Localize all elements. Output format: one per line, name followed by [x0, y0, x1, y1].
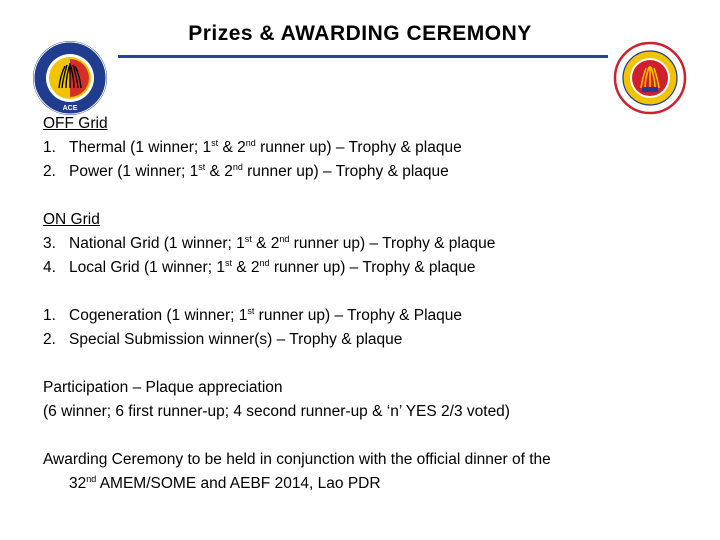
ace-logo-icon [32, 40, 108, 116]
page-title: Prizes & AWARDING CEREMONY [188, 22, 532, 45]
content-body [43, 112, 703, 496]
off-grid-heading: OFF Grid [43, 115, 108, 132]
list-item: 4. Local Grid (1 winner; 1st & 2nd runner up) – Trophy & plaque [43, 257, 476, 276]
list-item: 1. Cogeneration (1 winner; 1st runner up) – Trophy & Plaque [43, 305, 463, 324]
ceremony-line: Awarding Ceremony to be held in conjunction with the official dinner of the [43, 451, 551, 468]
ceremony-line-2: 32nd AMEM/SOME and AEBF 2014, Lao PDR [69, 473, 381, 492]
participation-detail: (6 winner; 6 first runner-up; 4 second runner-up & ‘n’ YES 2/3 voted) [43, 403, 510, 420]
list-item: 3. National Grid (1 winner; 1st & 2nd runner up) – Trophy & plaque [43, 233, 496, 252]
logo-abbrev: ACE [62, 105, 78, 112]
participation-heading: Participation – Plaque appreciation [43, 379, 283, 396]
list-item: 2. Power (1 winner; 1st & 2nd runner up) – Trophy & plaque [43, 161, 449, 180]
asean-energy-awards-logo-icon [612, 40, 688, 116]
on-grid-heading: ON Grid [43, 211, 100, 228]
list-item: 2. Special Submission winner(s) – Trophy & plaque [43, 331, 403, 348]
list-item: 1. Thermal (1 winner; 1st & 2nd runner up) – Trophy & plaque [43, 137, 462, 156]
title-underline [118, 55, 608, 58]
